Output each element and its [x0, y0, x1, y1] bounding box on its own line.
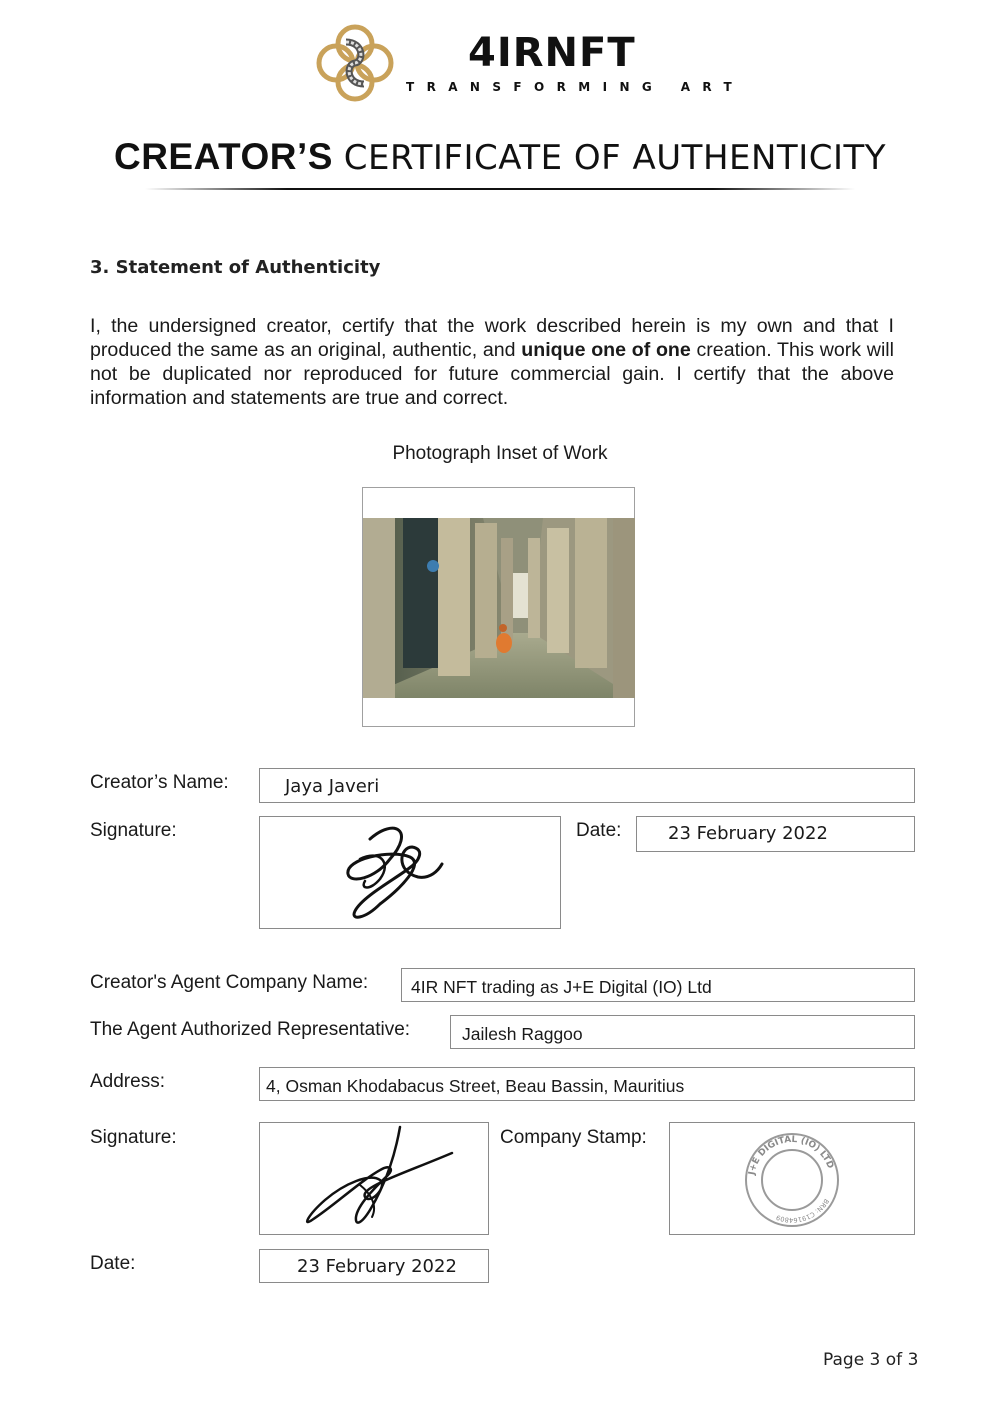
creator-date-value: 23 February 2022: [668, 823, 828, 844]
company-stamp-box: [669, 1122, 915, 1235]
creator-name-field: [259, 768, 915, 803]
agent-company-label: Creator's Agent Company Name:: [90, 972, 369, 993]
agent-rep-field: [450, 1015, 915, 1049]
creator-signature-box: [259, 816, 561, 929]
agent-date-label: Date:: [90, 1253, 136, 1274]
agent-company-value: 4IR NFT trading as J+E Digital (IO) Ltd: [411, 977, 712, 997]
agent-date-field: [259, 1249, 489, 1283]
address-value: 4, Osman Khodabacus Street, Beau Bassin, Mauritius: [266, 1076, 685, 1096]
statement-paragraph: [90, 314, 894, 410]
agent-date-value: 23 February 2022: [297, 1256, 457, 1277]
statement-text-1: I, the undersigned creator, certify that the work described herein is my own and that I produced the same as an original, authentic, and: [90, 315, 894, 361]
stamp-brn-text: BRN: C19164809: [775, 1197, 831, 1225]
title-divider: [145, 188, 855, 190]
svg-text:BRN: C19164809: [775, 1197, 830, 1224]
creator-name-label: Creator’s Name:: [90, 772, 229, 793]
inset-caption: Photograph Inset of Work: [392, 443, 608, 464]
statement-emphasis: unique one of one: [521, 339, 691, 361]
page-title: [0, 136, 1000, 178]
statement-text-2: creation. This work will not be duplicated nor reproduced for future commercial gain. I certify that the above information and statements are true and correct.: [90, 339, 894, 409]
company-stamp-label: Company Stamp:: [500, 1127, 647, 1148]
agent-signature-image: [300, 1125, 460, 1233]
creator-name-value: Jaya Javeri: [285, 776, 380, 797]
address-label: Address:: [90, 1071, 165, 1092]
agent-signature-box: [259, 1122, 489, 1235]
stamp-company-text: J+E DIGITAL (IO) LTD: [747, 1134, 836, 1176]
creator-date-field: [636, 816, 915, 852]
agent-company-field: [401, 968, 915, 1002]
company-stamp-seal: [742, 1131, 842, 1229]
section-heading: 3. Statement of Authenticity: [90, 257, 381, 278]
brand-logo-icon: [316, 24, 394, 102]
agent-rep-value: Jailesh Raggoo: [462, 1024, 583, 1044]
title-rest: CERTIFICATE OF AUTHENTICITY: [343, 138, 887, 178]
agent-rep-label: The Agent Authorized Representative:: [90, 1019, 411, 1040]
title-bold: CREATOR’S: [113, 136, 333, 177]
artwork-photo: [363, 518, 635, 698]
brand-tagline: TRANSFORMING ART: [406, 80, 745, 94]
address-field: [259, 1067, 915, 1101]
page-number: Page 3 of 3: [823, 1350, 919, 1370]
creator-date-label: Date:: [576, 820, 622, 841]
svg-text:J+E DIGITAL (IO) LTD: [747, 1135, 835, 1177]
creator-signature-label: Signature:: [90, 820, 177, 841]
creator-signature-image: [330, 819, 450, 927]
brand-name: 4IRNFT: [468, 30, 636, 76]
agent-signature-label: Signature:: [90, 1127, 177, 1148]
